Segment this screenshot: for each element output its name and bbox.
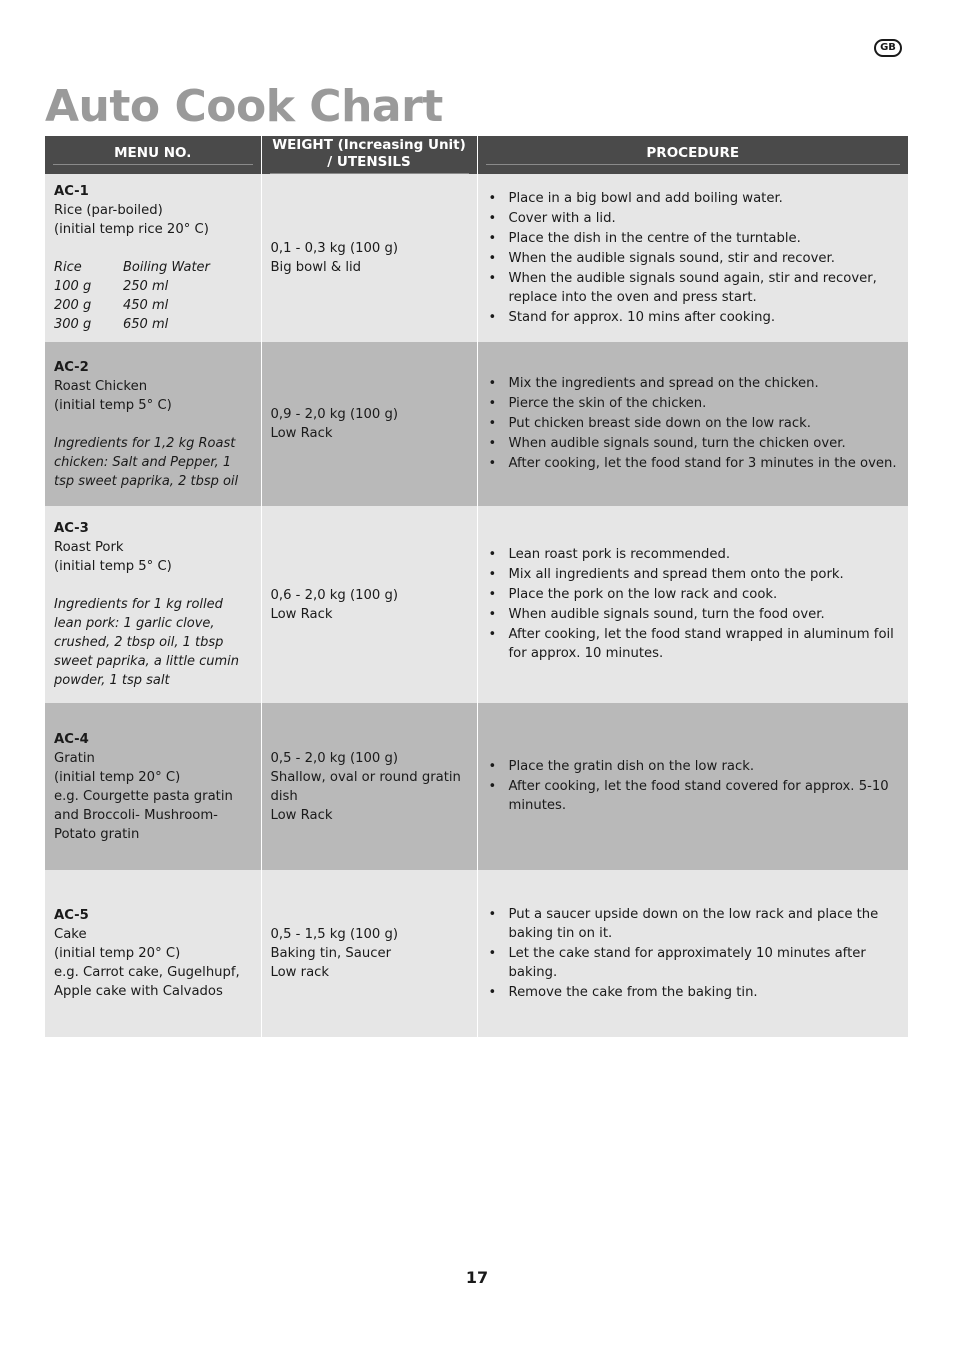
header-menu-no: MENU NO. — [45, 136, 261, 174]
utensils: Shallow, oval or round gratin dish — [270, 769, 461, 804]
procedure-step: • After cooking, let the food stand wrapped in aluminum foil for approx. 10 minutes. — [509, 625, 900, 663]
procedure-step: • Put chicken breast side down on the low rack. — [509, 414, 900, 433]
page-title: Auto Cook Chart — [45, 81, 443, 132]
table-row — [45, 342, 908, 506]
procedure-list — [487, 189, 900, 327]
procedure-list — [487, 757, 900, 815]
menu-code: AC-3 — [54, 521, 89, 536]
menu-example: e.g. Carrot cake, Gugelhupf, Apple cake with Calvados — [54, 965, 240, 999]
language-badge: GB — [874, 39, 902, 57]
utensils-rack: Low rack — [270, 965, 330, 980]
weight-range: 0,5 - 1,5 kg (100 g) — [270, 927, 399, 942]
weight-cell — [261, 870, 477, 1037]
utensils: Big bowl & lid — [270, 260, 362, 275]
procedure-step: • Let the cake stand for approximately 10 minutes after baking. — [509, 944, 900, 982]
rice-water-ratio: Rice Boiling Water 100 g 250 ml 200 g 450 ml 300 g 650 ml — [54, 260, 210, 332]
procedure-cell — [477, 870, 908, 1037]
procedure-step: • Place in a big bowl and add boiling water. — [509, 189, 900, 208]
procedure-step: • Stand for approx. 10 mins after cooking. — [509, 308, 900, 327]
procedure-list — [487, 545, 900, 663]
menu-temp: (initial temp rice 20° C) — [54, 222, 209, 237]
page-number: 17 — [465, 1268, 489, 1287]
weight-range: 0,5 - 2,0 kg (100 g) — [270, 750, 399, 766]
procedure-list — [487, 905, 900, 1002]
utensils: Baking tin, Saucer — [270, 946, 392, 961]
weight-range: 0,1 - 0,3 kg (100 g) — [270, 241, 399, 256]
procedure-step: • After cooking, let the food stand for 3 minutes in the oven. — [509, 454, 900, 473]
menu-code: AC-5 — [54, 908, 89, 923]
utensils: Low Rack — [270, 426, 333, 441]
weight-range: 0,6 - 2,0 kg (100 g) — [270, 587, 399, 603]
menu-cell — [45, 703, 261, 870]
procedure-step: • Mix the ingredients and spread on the chicken. — [509, 374, 900, 393]
procedure-step: • When audible signals sound, turn the chicken over. — [509, 434, 900, 453]
menu-cell — [45, 506, 261, 703]
menu-name: Gratin — [54, 750, 95, 766]
weight-cell — [261, 703, 477, 870]
utensils: Low Rack — [270, 606, 333, 622]
procedure-step: • Place the dish in the centre of the turntable. — [509, 229, 900, 248]
procedure-step: • Remove the cake from the baking tin. — [509, 983, 900, 1002]
procedure-step: • Mix all ingredients and spread them onto the pork. — [509, 565, 900, 584]
procedure-step: • Place the pork on the low rack and cook. — [509, 585, 900, 604]
weight-cell — [261, 174, 477, 342]
menu-temp: (initial temp 20° C) — [54, 769, 181, 785]
table-header-row — [45, 136, 908, 174]
table-row — [45, 870, 908, 1037]
table-row — [45, 174, 908, 342]
procedure-step: • Lean roast pork is recommended. — [509, 545, 900, 564]
procedure-step: • After cooking, let the food stand covered for approx. 5-10 minutes. — [509, 777, 900, 815]
menu-name: Cake — [54, 927, 87, 942]
menu-code: AC-4 — [54, 731, 89, 747]
weight-cell — [261, 506, 477, 703]
procedure-step: • Cover with a lid. — [509, 209, 900, 228]
procedure-cell — [477, 342, 908, 506]
ingredients-note-continued: sweet paprika, a little cumin powder, 1 tsp salt — [54, 654, 239, 688]
procedure-step: • When the audible signals sound, stir and recover. — [509, 249, 900, 268]
menu-code: AC-2 — [54, 359, 89, 375]
auto-cook-table — [45, 136, 908, 1037]
ingredients-note: Ingredients for 1,2 kg Roast chicken: Salt and Pepper, 1 tsp sweet paprika, 2 tbsp oil — [54, 435, 239, 489]
menu-name: Rice (par-boiled) — [54, 203, 163, 218]
menu-cell — [45, 174, 261, 342]
weight-cell — [261, 342, 477, 506]
menu-name: Roast Pork — [54, 540, 124, 555]
header-weight: WEIGHT (Increasing Unit) / UTENSILS — [261, 136, 477, 174]
header-procedure: PROCEDURE — [477, 136, 908, 174]
procedure-step: • Put a saucer upside down on the low rack and place the baking tin on it. — [509, 905, 900, 943]
menu-example: e.g. Courgette pasta gratin and Broccoli- Mushroom-Potato gratin — [54, 788, 233, 842]
utensils-rack: Low Rack — [270, 807, 333, 823]
menu-temp: (initial temp 5° C) — [54, 397, 172, 413]
weight-range: 0,9 - 2,0 kg (100 g) — [270, 407, 399, 422]
menu-temp: (initial temp 20° C) — [54, 946, 181, 961]
procedure-cell — [477, 174, 908, 342]
procedure-step: • Pierce the skin of the chicken. — [509, 394, 900, 413]
procedure-step: • When audible signals sound, turn the food over. — [509, 605, 900, 624]
menu-code: AC-1 — [54, 184, 89, 199]
ingredients-note: Ingredients for 1 kg rolled lean pork: 1 garlic clove, crushed, 2 tbsp oil, 1 tbsp — [54, 597, 224, 650]
menu-temp: (initial temp 5° C) — [54, 559, 172, 574]
procedure-list — [487, 374, 900, 473]
menu-name: Roast Chicken — [54, 378, 148, 394]
menu-cell — [45, 870, 261, 1037]
procedure-step: • When the audible signals sound again, stir and recover, replace into the oven and press start. — [509, 269, 900, 307]
procedure-step: • Place the gratin dish on the low rack. — [509, 757, 900, 776]
table-row — [45, 703, 908, 870]
menu-cell — [45, 342, 261, 506]
procedure-cell — [477, 703, 908, 870]
table-row — [45, 506, 908, 703]
procedure-cell — [477, 506, 908, 703]
